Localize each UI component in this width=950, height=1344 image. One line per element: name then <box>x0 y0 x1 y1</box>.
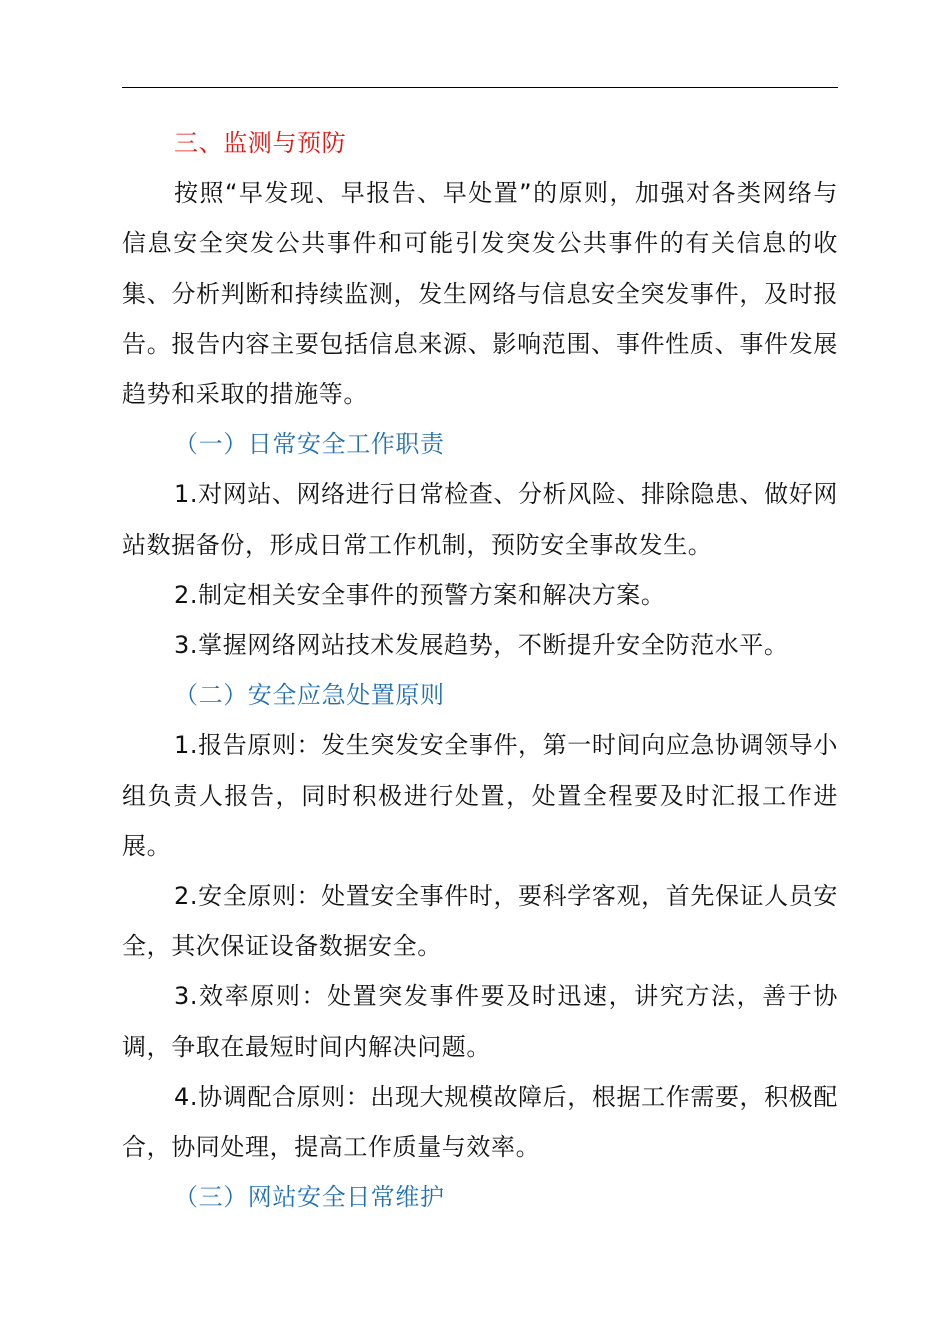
duty-item-2: 2.制定相关安全事件的预警方案和解决方案。 <box>174 580 666 609</box>
subsection-heading-maintenance: （三）网站安全日常维护 <box>174 1183 445 1212</box>
section-title: 三、监测与预防 <box>174 129 347 157</box>
duty-item-1: 1.对网站、网络进行日常检查、分析风险、排除隐患、做好网站数据备份，形成日常工作机制，预防安全事故发生。 <box>122 480 838 559</box>
duty-item-3: 3.掌握网络网站技术发展趋势，不断提升安全防范水平。 <box>174 631 789 660</box>
header-rule <box>122 87 838 88</box>
document-body <box>122 118 838 1222</box>
principle-item-3: 3.效率原则：处置突发事件要及时迅速，讲究方法，善于协调，争取在最短时间内解决问题。 <box>122 982 838 1061</box>
subsection-heading-principles: （二）安全应急处置原则 <box>174 681 445 710</box>
principle-item-1: 1.报告原则：发生突发安全事件，第一时间向应急协调领导小组负责人报告，同时积极进行处置，处置全程要及时汇报工作进展。 <box>122 731 838 860</box>
intro-paragraph: 按照“早发现、早报告、早处置”的原则，加强对各类网络与信息安全突发公共事件和可能引发突发公共事件的有关信息的收集、分析判断和持续监测，发生网络与信息安全突发事件，及时报告。报告内容主要包括信息来源、影响范围、事件性质、事件发展趋势和采取的措施等。 <box>122 179 838 409</box>
principle-item-2: 2.安全原则：处置安全事件时，要科学客观，首先保证人员安全，其次保证设备数据安全。 <box>122 882 838 961</box>
subsection-heading-duties: （一）日常安全工作职责 <box>174 430 445 459</box>
principle-item-4: 4.协调配合原则：出现大规模故障后，根据工作需要，积极配合，协同处理，提高工作质量与效率。 <box>122 1082 838 1162</box>
